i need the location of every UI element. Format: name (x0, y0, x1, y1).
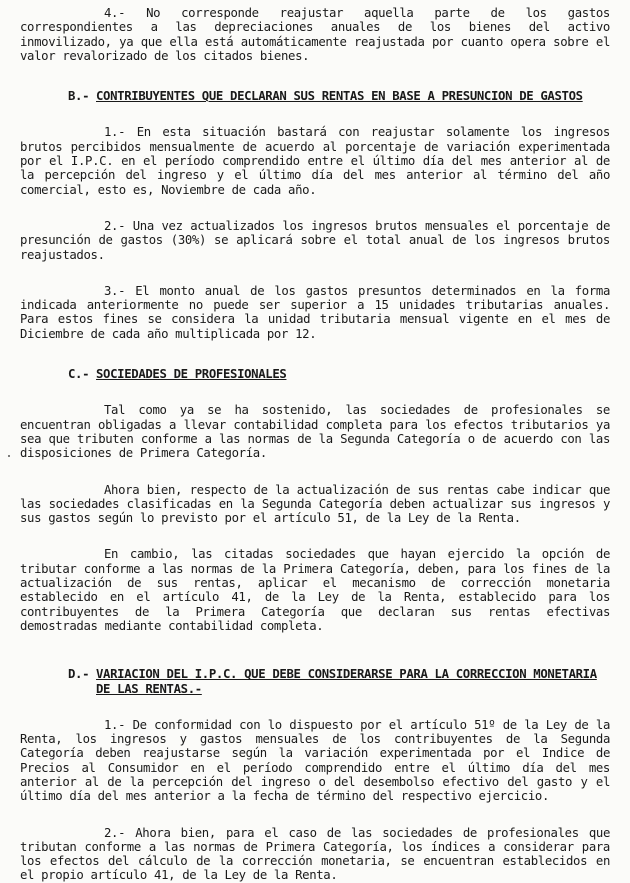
paragraph-c2: Ahora bien, respecto de la actualización de sus rentas cabe indicar que las sociedades clasificadas en la Segunda Categoría deben actualizar sus ingresos y sus gastos según lo previsto por el artículo 51, de la Ley de la Renta. (20, 482, 610, 526)
section-b-title: CONTRIBUYENTES QUE DECLARAN SUS RENTAS EN BASE A PRESUNCION DE GASTOS (96, 89, 583, 104)
section-c-letter: C.- (68, 367, 90, 382)
section-c-heading (20, 367, 610, 381)
paragraph-b1: 1.- En esta situación bastará con reajustar solamente los ingresos brutos percibidos mensualmente de acuerdo al porcentaje de variación experimentada por el I.P.C. en el período comprendido entre el último día del mes anterior al de la percepción del ingreso y el último día del mes anterior al término del año comercial, esto es, Noviembre de cada año. (20, 125, 610, 197)
scan-speck (8, 455, 10, 457)
paragraph-c3: En cambio, las citadas sociedades que hayan ejercido la opción de tributar conforme a las normas de la Primera Categoría, deben, para los fines de la actualización de sus rentas, aplicar el mecanismo de corrección monetaria establecido en el artículo 41, de la Ley de la Renta, establecido para los contribuyentes de la Primera Categoría que declaran sus rentas efectivas demostradas mediante contabilidad completa. (20, 547, 610, 633)
paragraph-d1: 1.- De conformidad con lo dispuesto por el artículo 51º de la Ley de la Renta, los ingresos y gastos mensuales de los contribuyentes de la Segunda Categoría deben reajustarse según la variación experimentada por el Indice de Precios al Consumidor en el período comprendido entre el último día del mes anterior al de la percepción del ingreso o del desembolso efectivo del gasto y el último día del mes anterior a la fecha de término del respectivo ejercicio. (20, 717, 610, 804)
section-d-heading (20, 667, 610, 696)
section-d-letter: D.- (68, 667, 90, 682)
paragraph-b2: 2.- Una vez actualizados los ingresos brutos mensuales el porcentaje de presunción de gastos (30%) se aplicará sobre el total anual de los ingresos brutos reajustados. (20, 218, 610, 262)
section-c-title: SOCIEDADES DE PROFESIONALES (96, 367, 287, 382)
section-d-title: VARIACION DEL I.P.C. QUE DEBE CONSIDERARSE PARA LA CORRECCION MONETARIA DE LAS RENTAS.- (96, 667, 597, 696)
section-b-heading (20, 89, 610, 103)
paragraph-a4: 4.- No corresponde reajustar aquella parte de los gastos correspondientes a las depreciaciones anuales de los bienes del activo inmovilizado, ya que ella está automáticamente reajustada por cuanto opera sobre el valor revalorizado de los citados bienes. (20, 6, 610, 63)
paragraph-c1: Tal como ya se ha sostenido, las sociedades de profesionales se encuentran obligadas a llevar contabilidad completa para los efectos tributarios ya sea que tributen conforme a las normas de la Segunda Categoría o de acuerdo con las disposiciones de Primera Categoría. (20, 403, 610, 461)
paragraph-b3: 3.- El monto anual de los gastos presuntos determinados en la forma indicada anteriormente no puede ser superior a 15 unidades tributarias anuales. Para estos fines se considera la unidad tributaria mensual vigente en el mes de Diciembre de cada año multiplicada por 12. (20, 283, 610, 341)
paragraph-d2: 2.- Ahora bien, para el caso de las sociedades de profesionales que tributan conforme a las normas de Primera Categoría, los índices a considerar para los efectos del cálculo de la corrección monetaria, se encuentran establecidos en el propio artículo 41, de la Ley de la Renta. (20, 825, 610, 883)
section-b-letter: B.- (68, 89, 90, 104)
